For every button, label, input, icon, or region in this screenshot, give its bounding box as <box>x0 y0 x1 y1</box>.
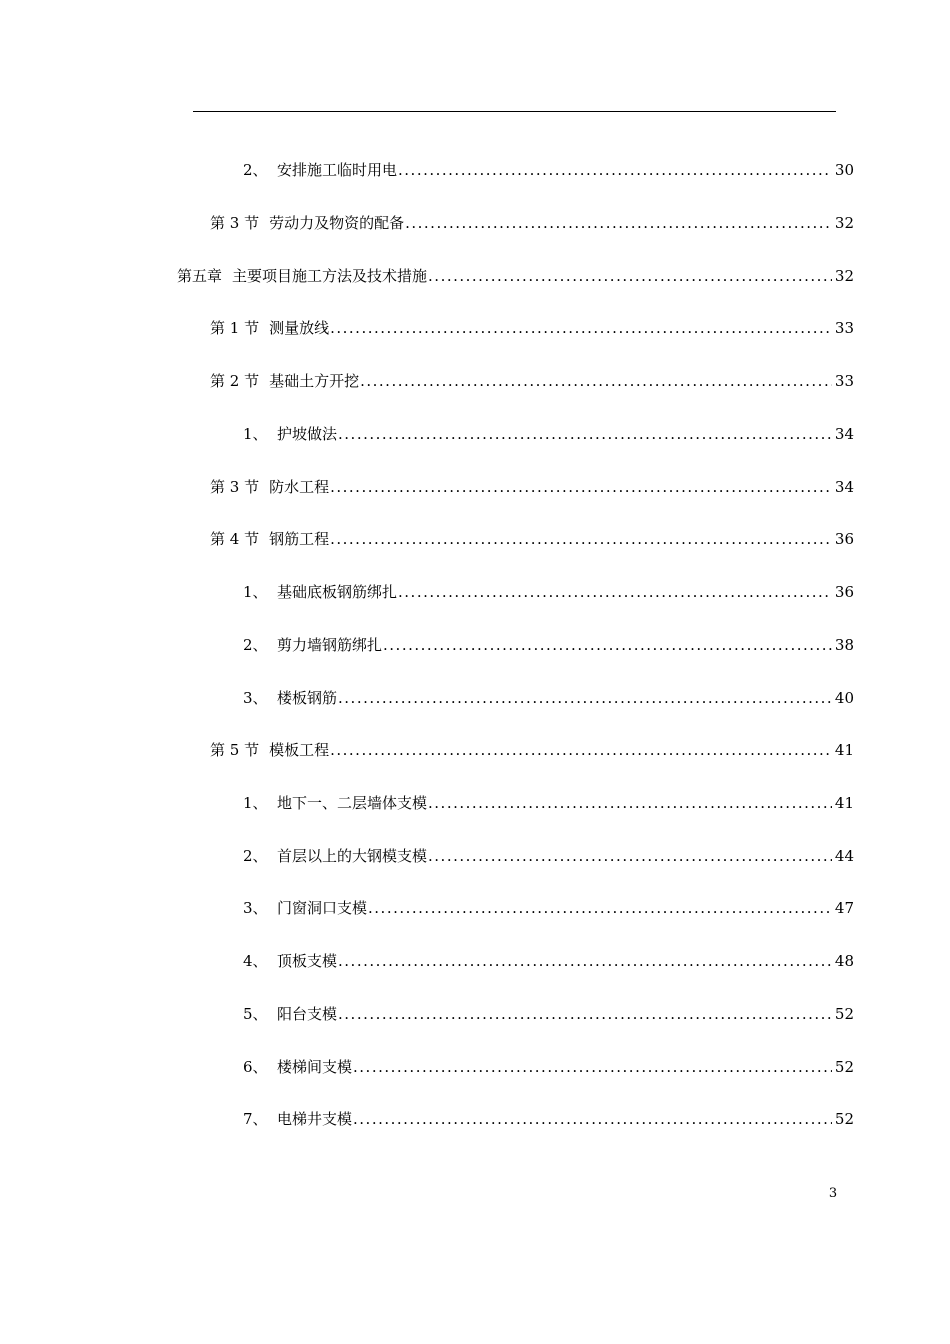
toc-entry-title: 基础土方开挖 <box>269 372 360 390</box>
toc-entry-title: 地下一、二层墙体支模 <box>277 794 428 812</box>
toc-entry-number: 3、 <box>243 899 268 917</box>
toc-dot-leader <box>330 527 832 551</box>
toc-entry-number: 3、 <box>243 689 268 707</box>
toc-dot-leader <box>353 1107 832 1131</box>
toc-entry-number: 第 3 节 <box>210 478 260 496</box>
toc-dot-leader <box>360 369 832 393</box>
toc-entry-number: 1、 <box>243 425 268 443</box>
toc-entry-page: 30 <box>834 161 854 179</box>
toc-dot-leader <box>330 316 832 340</box>
toc-dot-leader <box>353 1055 832 1079</box>
toc-entry[interactable] <box>210 369 854 393</box>
toc-entry-title: 劳动力及物资的配备 <box>269 214 405 232</box>
toc-entry[interactable] <box>210 738 854 762</box>
toc-entry[interactable] <box>243 686 854 710</box>
toc-dot-leader <box>398 158 832 182</box>
toc-entry-page: 47 <box>834 899 854 917</box>
toc-entry-page: 52 <box>834 1005 854 1023</box>
toc-entry-title: 阳台支模 <box>277 1005 338 1023</box>
toc-dot-leader <box>330 475 832 499</box>
toc-entry[interactable] <box>243 1107 854 1131</box>
toc-entry-number: 7、 <box>243 1110 268 1128</box>
toc-entry-page: 52 <box>834 1058 854 1076</box>
toc-entry[interactable] <box>243 844 854 868</box>
toc-dot-leader <box>338 422 832 446</box>
toc-entry-number: 第 1 节 <box>210 319 260 337</box>
toc-entry-number: 2、 <box>243 636 268 654</box>
toc-entry-number: 4、 <box>243 952 268 970</box>
toc-entry[interactable] <box>210 527 854 551</box>
toc-entry-number: 第 2 节 <box>210 372 260 390</box>
toc-entry-page: 36 <box>834 583 854 601</box>
toc-entry-title: 护坡做法 <box>277 425 338 443</box>
toc-entry-title: 防水工程 <box>269 478 330 496</box>
toc-dot-leader <box>398 580 832 604</box>
toc-entry-page: 40 <box>834 689 854 707</box>
toc-entry-page: 41 <box>834 741 854 759</box>
toc-entry-page: 34 <box>834 478 854 496</box>
toc-dot-leader <box>338 949 832 973</box>
toc-entry-number: 6、 <box>243 1058 268 1076</box>
toc-dot-leader <box>428 264 832 288</box>
toc-entry[interactable] <box>177 264 854 288</box>
toc-entry[interactable] <box>210 475 854 499</box>
toc-entry-page: 48 <box>834 952 854 970</box>
toc-entry-number: 1、 <box>243 583 268 601</box>
toc-entry-page: 32 <box>834 267 854 285</box>
toc-entry[interactable] <box>210 316 854 340</box>
toc-entry-title: 主要项目施工方法及技术措施 <box>232 267 428 285</box>
toc-entry-page: 33 <box>834 372 854 390</box>
toc-dot-leader <box>383 633 832 657</box>
toc-entry-title: 门窗洞口支模 <box>277 899 368 917</box>
toc-entry-title: 楼板钢筋 <box>277 689 338 707</box>
page-number: 3 <box>828 1186 838 1201</box>
toc-entry-page: 38 <box>834 636 854 654</box>
toc-entry[interactable] <box>243 633 854 657</box>
toc-entry-number: 1、 <box>243 794 268 812</box>
toc-entry-title: 楼梯间支模 <box>277 1058 353 1076</box>
toc-entry-page: 33 <box>834 319 854 337</box>
toc-entry-title: 顶板支模 <box>277 952 338 970</box>
toc-entry-number: 第 4 节 <box>210 530 260 548</box>
toc-entry[interactable] <box>243 1055 854 1079</box>
toc-entry-title: 电梯井支模 <box>277 1110 353 1128</box>
toc-dot-leader <box>428 791 832 815</box>
toc-dot-leader <box>338 686 832 710</box>
toc-entry[interactable] <box>243 896 854 920</box>
toc-entry[interactable] <box>243 422 854 446</box>
toc-dot-leader <box>338 1002 832 1026</box>
toc-entry-title: 基础底板钢筋绑扎 <box>277 583 398 601</box>
toc-dot-leader <box>368 896 832 920</box>
toc-dot-leader <box>330 738 832 762</box>
toc-entry-number: 2、 <box>243 847 268 865</box>
toc-entry-title: 钢筋工程 <box>269 530 330 548</box>
toc-entry-title: 首层以上的大钢模支模 <box>277 847 428 865</box>
toc-entry-number: 2、 <box>243 161 268 179</box>
toc-entry-page: 34 <box>834 425 854 443</box>
toc-entry-number: 第 5 节 <box>210 741 260 759</box>
toc-entry-page: 32 <box>834 214 854 232</box>
toc-entry-page: 36 <box>834 530 854 548</box>
toc-dot-leader <box>405 211 832 235</box>
toc-entry-number: 第五章 <box>177 267 223 285</box>
toc-entry-number: 5、 <box>243 1005 268 1023</box>
toc-entry-title: 模板工程 <box>269 741 330 759</box>
toc-entry[interactable] <box>210 211 854 235</box>
toc-entry-page: 52 <box>834 1110 854 1128</box>
toc-entry[interactable] <box>243 1002 854 1026</box>
toc-entry-page: 41 <box>834 794 854 812</box>
toc-dot-leader <box>428 844 832 868</box>
toc-entry-number: 第 3 节 <box>210 214 260 232</box>
toc-entry-title: 安排施工临时用电 <box>277 161 398 179</box>
toc-entry-title: 剪力墙钢筋绑扎 <box>277 636 383 654</box>
toc-entry[interactable] <box>243 580 854 604</box>
toc-entry-title: 测量放线 <box>269 319 330 337</box>
toc-entry[interactable] <box>243 791 854 815</box>
toc-entry-page: 44 <box>834 847 854 865</box>
toc-entry[interactable] <box>243 949 854 973</box>
toc-entry[interactable] <box>243 158 854 182</box>
